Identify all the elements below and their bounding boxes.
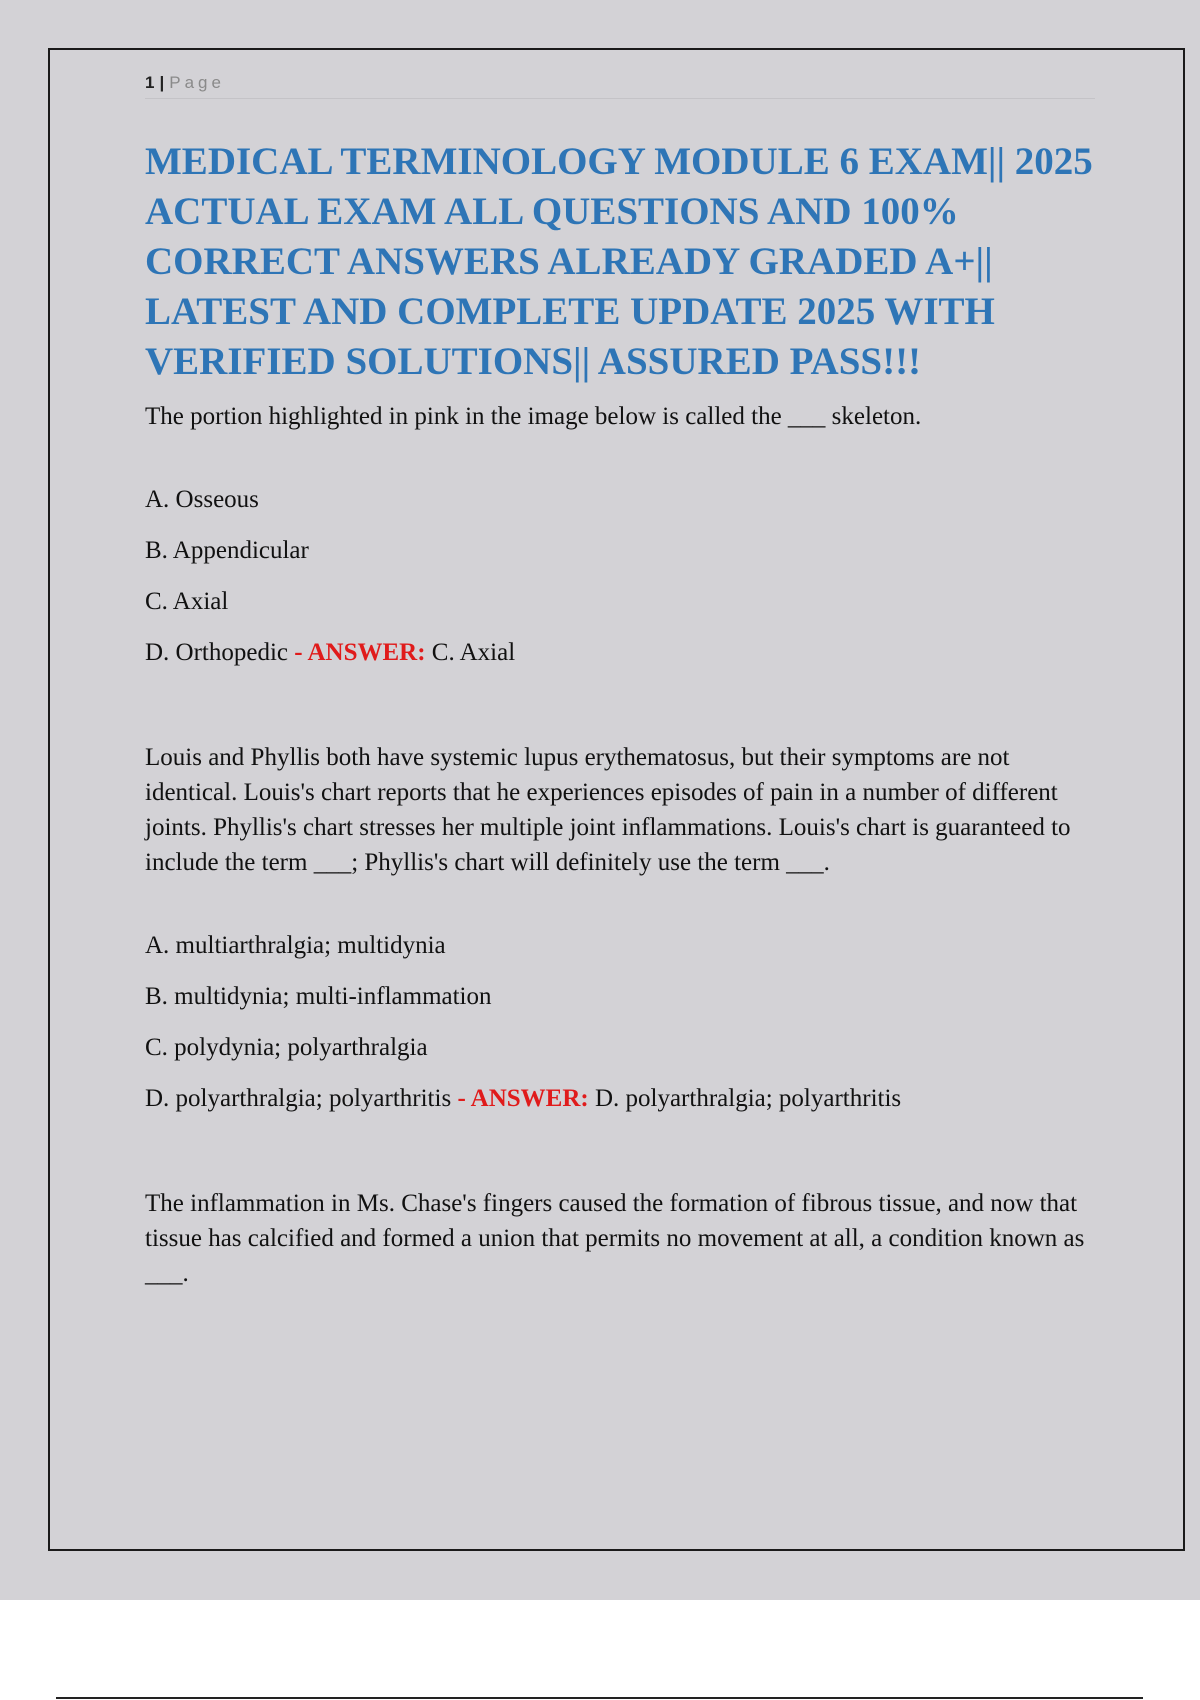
question-2-text: Louis and Phyllis both have systemic lupus erythematosus, but their symptoms are not identical. Louis's chart reports that he experiences episodes of pain in a number of different joints. Phyllis's chart stresses her multiple joint inflammations. Louis's chart is guaranteed to include the term ___; Phyllis's chart will definitely use the term ___. bbox=[145, 744, 1071, 876]
question-2-option-d: D. polyarthralgia; polyarthritis bbox=[145, 1085, 452, 1112]
page-separator: | bbox=[159, 73, 166, 92]
question-1-option-a: A. Osseous bbox=[145, 486, 259, 513]
page-content bbox=[145, 72, 1095, 1291]
question-2-option-b: B. multidynia; multi-inflammation bbox=[145, 983, 492, 1010]
page-number: 1 bbox=[145, 73, 156, 92]
page-word: Page bbox=[169, 73, 225, 92]
question-2-option-c: C. polydynia; polyarthralgia bbox=[145, 1034, 428, 1061]
question-1-options bbox=[145, 482, 1095, 670]
question-2-options bbox=[145, 928, 1095, 1116]
question-1-option-c: C. Axial bbox=[145, 588, 229, 615]
question-1-option-d: D. Orthopedic bbox=[145, 639, 289, 666]
question-2-answer: D. polyarthralgia; polyarthritis bbox=[594, 1085, 902, 1112]
question-2-answer-label: - ANSWER: bbox=[457, 1085, 589, 1112]
question-1-option-d-row bbox=[145, 635, 1095, 670]
page-header bbox=[145, 72, 1095, 99]
question-1-answer-label: - ANSWER: bbox=[294, 639, 426, 666]
question-1-option-b: B. Appendicular bbox=[145, 537, 309, 564]
footer-divider bbox=[56, 1697, 1143, 1699]
question-2-option-a: A. multiarthralgia; multidynia bbox=[145, 932, 446, 959]
question-3-text: The inflammation in Ms. Chase's fingers caused the formation of fibrous tissue, and now that tissue has calcified and formed a union that permits no movement at all, a condition known as ___. bbox=[145, 1190, 1085, 1287]
question-1-answer: C. Axial bbox=[431, 639, 516, 666]
question-2-option-d-row bbox=[145, 1081, 1095, 1116]
question-1-text: The portion highlighted in pink in the image below is called the ___ skeleton. bbox=[145, 403, 922, 430]
document-title: MEDICAL TERMINOLOGY MODULE 6 EXAM|| 2025 ACTUAL EXAM ALL QUESTIONS AND 100% CORRECT ANSWERS ALREADY GRADED A+|| LATEST AND COMPLETE UPDATE 2025 WITH VERIFIED SOLUTIONS|| ASSURED PASS!!! bbox=[145, 140, 1093, 383]
